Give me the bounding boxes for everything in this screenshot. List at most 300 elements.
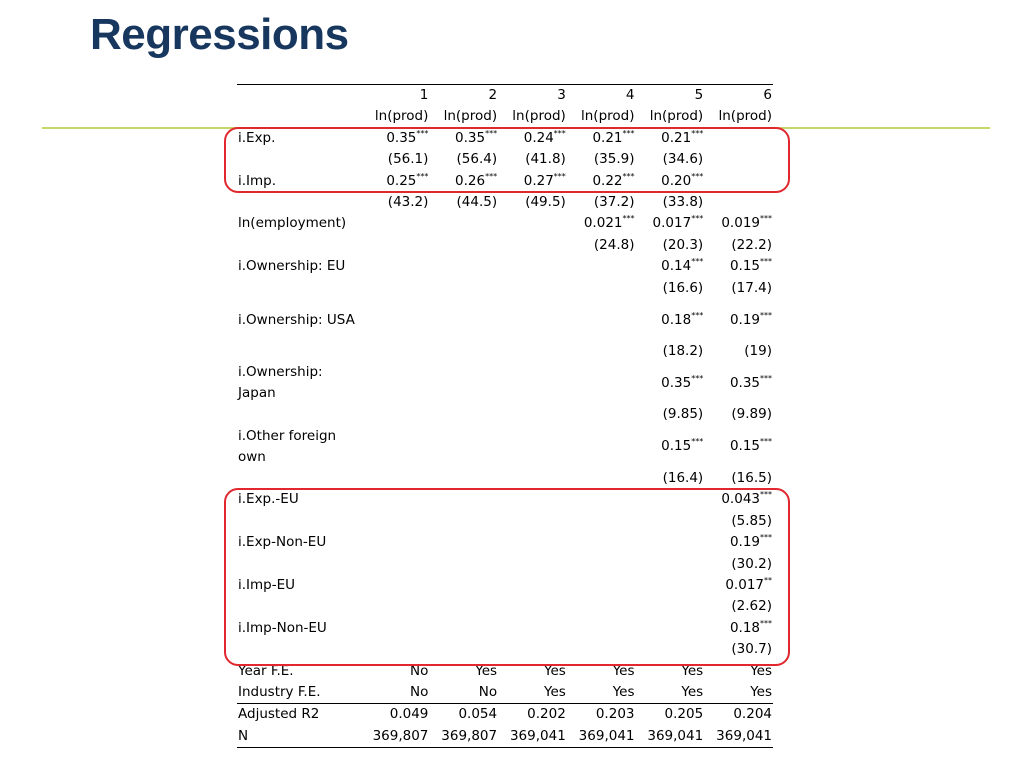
cell-value: (16.6) [662, 279, 704, 296]
table-cell [635, 256, 704, 277]
significance-stars: *** [416, 128, 429, 138]
table-cell [497, 426, 566, 468]
column-number: 3 [497, 85, 566, 107]
table-cell [566, 256, 635, 277]
table-cell [497, 682, 566, 704]
table-cell [360, 256, 429, 277]
table-cell [428, 128, 497, 149]
cell-value: 0.22 [592, 172, 623, 189]
table-cell [497, 618, 566, 639]
cell-value: 0.15 [729, 438, 760, 455]
row-label: i.Exp-Non-EU [238, 534, 327, 551]
cell-value: 0.18 [729, 619, 760, 636]
cell-value: 0.049 [389, 706, 429, 723]
significance-stars: *** [416, 171, 429, 181]
row-label: i.Imp-Non-EU [238, 619, 327, 636]
table-cell [566, 511, 635, 532]
table-cell [566, 171, 635, 192]
table-row [237, 256, 773, 277]
dependent-variable-row [237, 106, 773, 127]
table-cell [635, 128, 704, 149]
cell-value: (56.1) [387, 151, 429, 168]
cell-value: No [410, 683, 429, 700]
table-cell [428, 575, 497, 596]
row-label: i.Imp. [238, 172, 277, 189]
cell-value: (20.3) [662, 236, 704, 253]
table-cell [360, 235, 429, 256]
table-cell [360, 596, 429, 617]
row-label [237, 554, 360, 575]
table-cell [635, 404, 704, 425]
row-label [237, 404, 360, 425]
table-cell [428, 468, 497, 489]
cell-value: 0.019 [721, 215, 760, 232]
table-cell [703, 682, 773, 704]
table-row [237, 489, 773, 510]
table-cell [635, 639, 704, 660]
cell-value: 0.21 [661, 129, 692, 146]
table-cell [360, 554, 429, 575]
table-cell [497, 639, 566, 660]
table-cell [428, 341, 497, 362]
cell-value: 0.15 [729, 258, 760, 275]
table-cell [635, 426, 704, 468]
table-cell [360, 362, 429, 404]
cell-value: (33.8) [662, 194, 704, 211]
significance-stars: *** [760, 214, 772, 224]
table-cell [428, 192, 497, 213]
table-cell [635, 532, 704, 553]
table-row [237, 704, 773, 726]
table-cell [428, 489, 497, 510]
significance-stars: *** [760, 310, 772, 320]
cell-value: 0.15 [661, 438, 692, 455]
table-row-tstat [237, 341, 773, 362]
table-cell [428, 554, 497, 575]
cell-value: 0.24 [523, 129, 554, 146]
table-cell [566, 341, 635, 362]
cell-value: 0.19 [729, 534, 760, 551]
table-cell [428, 213, 497, 234]
column-number: 1 [360, 85, 429, 107]
row-label: i.Other foreign own [238, 427, 337, 465]
cell-value: 0.35 [386, 129, 417, 146]
table-cell [360, 489, 429, 510]
cell-value: 0.25 [386, 172, 417, 189]
table-cell [703, 256, 773, 277]
regression-table-body [237, 85, 773, 748]
table-row-tstat [237, 554, 773, 575]
table-cell [428, 235, 497, 256]
table-cell [428, 532, 497, 553]
row-label [237, 511, 360, 532]
table-cell [566, 661, 635, 682]
significance-stars: *** [760, 437, 772, 447]
significance-stars: ** [764, 575, 772, 585]
header-blank-cell [237, 106, 360, 127]
table-cell [360, 278, 429, 299]
table-cell [360, 661, 429, 682]
table-cell [703, 618, 773, 639]
regression-table-container [237, 84, 773, 748]
table-row [237, 532, 773, 553]
cell-value: (5.85) [731, 512, 772, 529]
table-cell [428, 171, 497, 192]
significance-stars: *** [691, 257, 704, 267]
cell-value: (16.4) [662, 469, 704, 486]
cell-value: (19) [744, 343, 772, 360]
table-cell [635, 596, 704, 617]
table-cell [566, 596, 635, 617]
table-cell [703, 639, 773, 660]
cell-value: 0.18 [661, 311, 692, 328]
table-cell [360, 404, 429, 425]
cell-value: 0.19 [729, 311, 760, 328]
table-row [237, 128, 773, 149]
table-row-tstat [237, 235, 773, 256]
row-label: Industry F.E. [238, 683, 321, 700]
table-cell [497, 575, 566, 596]
table-cell [428, 682, 497, 704]
cell-value: 0.35 [455, 129, 486, 146]
cell-value: 0.043 [721, 491, 760, 508]
table-cell [635, 618, 704, 639]
dependent-variable: ln(prod) [581, 108, 635, 125]
cell-value: 369,041 [647, 727, 704, 744]
cell-value: Yes [681, 662, 704, 679]
table-cell [566, 299, 635, 341]
table-cell [497, 278, 566, 299]
table-row-tstat [237, 149, 773, 170]
table-cell [360, 149, 429, 170]
significance-stars: *** [622, 128, 635, 138]
table-cell [360, 341, 429, 362]
significance-stars: *** [485, 128, 498, 138]
column-number: 5 [635, 85, 704, 107]
table-cell [497, 661, 566, 682]
table-cell [428, 661, 497, 682]
table-cell [566, 362, 635, 404]
cell-value: 0.021 [583, 215, 623, 232]
table-cell [703, 554, 773, 575]
cell-value: 0.017 [725, 576, 764, 593]
table-cell [360, 575, 429, 596]
table-cell [635, 278, 704, 299]
cell-value: No [478, 683, 498, 700]
row-label: i.Ownership: USA [238, 311, 355, 328]
cell-value: 369,041 [716, 727, 772, 744]
cell-value: (30.7) [731, 641, 772, 658]
cell-value: (22.2) [731, 236, 772, 253]
table-cell [635, 575, 704, 596]
table-cell [428, 426, 497, 468]
table-cell [703, 149, 773, 170]
table-cell [428, 404, 497, 425]
cell-value: 0.27 [523, 172, 554, 189]
table-cell [635, 235, 704, 256]
table-cell [566, 575, 635, 596]
cell-value: 369,807 [372, 727, 429, 744]
cell-value: Yes [544, 683, 566, 700]
significance-stars: *** [691, 214, 704, 224]
row-label: i.Imp-EU [238, 576, 296, 593]
table-cell [360, 299, 429, 341]
cell-value: (44.5) [456, 194, 498, 211]
row-label [237, 149, 360, 170]
column-number: 2 [428, 85, 497, 107]
significance-stars: *** [485, 171, 498, 181]
table-row-tstat [237, 278, 773, 299]
significance-stars: *** [691, 128, 704, 138]
table-cell [635, 661, 704, 682]
table-cell [360, 468, 429, 489]
cell-value: (16.5) [731, 469, 772, 486]
table-cell [566, 128, 635, 149]
table-cell [566, 618, 635, 639]
table-cell [428, 639, 497, 660]
row-label [237, 278, 360, 299]
cell-value: (24.8) [593, 236, 635, 253]
table-cell [703, 362, 773, 404]
table-cell [497, 511, 566, 532]
cell-value: Yes [475, 662, 498, 679]
table-row-tstat [237, 596, 773, 617]
table-cell [635, 171, 704, 192]
cell-value: 0.204 [733, 706, 772, 723]
cell-value: 0.14 [661, 258, 692, 275]
table-row-tstat [237, 511, 773, 532]
table-cell [635, 726, 704, 748]
table-cell [428, 726, 497, 748]
row-label: Adjusted R2 [237, 704, 360, 726]
table-cell [497, 468, 566, 489]
row-label: ln(employment) [238, 215, 347, 232]
table-cell [360, 532, 429, 553]
table-cell [566, 278, 635, 299]
table-cell [497, 489, 566, 510]
table-cell [566, 149, 635, 170]
cell-value: 0.35 [661, 374, 692, 391]
cell-value: (18.2) [662, 343, 704, 360]
cell-value: 0.21 [592, 129, 623, 146]
table-cell [566, 213, 635, 234]
table-cell [703, 404, 773, 425]
cell-value: 0.202 [527, 706, 566, 723]
table-cell [703, 532, 773, 553]
significance-stars: *** [691, 373, 704, 383]
table-row [237, 726, 773, 748]
table-cell [428, 256, 497, 277]
table-row [237, 661, 773, 682]
significance-stars: *** [760, 490, 772, 500]
table-cell [703, 235, 773, 256]
table-cell [635, 468, 704, 489]
cell-value: Yes [544, 662, 566, 679]
cell-value: 0.054 [458, 706, 498, 723]
column-number: 6 [703, 85, 773, 107]
cell-value: (56.4) [456, 151, 498, 168]
table-cell [566, 192, 635, 213]
table-cell [360, 213, 429, 234]
table-cell [497, 554, 566, 575]
table-cell [566, 682, 635, 704]
table-cell [428, 362, 497, 404]
row-label: i.Exp. [238, 129, 276, 146]
table-row-tstat [237, 192, 773, 213]
row-label: i.Ownership: Japan [238, 364, 323, 402]
cell-value: Yes [612, 662, 635, 679]
table-row [237, 575, 773, 596]
table-cell [566, 426, 635, 468]
table-row-tstat [237, 468, 773, 489]
table-cell [566, 404, 635, 425]
table-cell [428, 596, 497, 617]
table-cell [635, 149, 704, 170]
cell-value: 369,807 [441, 727, 498, 744]
significance-stars: *** [553, 171, 566, 181]
table-cell [360, 426, 429, 468]
table-cell [703, 596, 773, 617]
table-cell [635, 554, 704, 575]
row-label [237, 235, 360, 256]
table-cell [635, 704, 704, 726]
header-blank-cell [237, 85, 360, 107]
table-cell [497, 213, 566, 234]
table-row [237, 299, 773, 341]
table-cell [566, 468, 635, 489]
table-cell [360, 618, 429, 639]
dependent-variable: ln(prod) [443, 108, 498, 125]
table-cell [635, 489, 704, 510]
significance-stars: *** [760, 533, 772, 543]
dependent-variable: ln(prod) [718, 108, 772, 125]
table-cell [566, 704, 635, 726]
table-cell [497, 192, 566, 213]
row-label [237, 192, 360, 213]
table-cell [360, 704, 429, 726]
table-cell [566, 235, 635, 256]
table-cell [428, 704, 497, 726]
table-row [237, 362, 773, 404]
table-cell [497, 404, 566, 425]
table-cell [497, 149, 566, 170]
cell-value: 0.20 [661, 172, 692, 189]
table-cell [703, 511, 773, 532]
dependent-variable: ln(prod) [649, 108, 704, 125]
table-row [237, 171, 773, 192]
cell-value: (37.2) [593, 194, 635, 211]
dependent-variable: ln(prod) [374, 108, 429, 125]
table-row [237, 426, 773, 468]
cell-value: 0.017 [652, 215, 692, 232]
cell-value: No [410, 662, 429, 679]
table-cell [703, 341, 773, 362]
table-cell [635, 511, 704, 532]
table-cell [360, 171, 429, 192]
column-number: 4 [566, 85, 635, 107]
table-cell [635, 682, 704, 704]
table-cell [497, 299, 566, 341]
table-cell [428, 278, 497, 299]
cell-value: Yes [612, 683, 635, 700]
table-row [237, 682, 773, 704]
table-cell [428, 511, 497, 532]
table-cell [703, 489, 773, 510]
table-cell [360, 639, 429, 660]
table-cell [566, 532, 635, 553]
cell-value: 0.26 [455, 172, 486, 189]
table-cell [566, 489, 635, 510]
table-cell [497, 128, 566, 149]
significance-stars: *** [691, 437, 704, 447]
table-cell [497, 341, 566, 362]
row-label [237, 639, 360, 660]
cell-value: (17.4) [731, 279, 772, 296]
cell-value: (34.6) [662, 151, 704, 168]
table-cell [635, 299, 704, 341]
table-cell [703, 468, 773, 489]
row-label: i.Ownership: EU [238, 258, 346, 275]
row-label: N [237, 726, 360, 748]
cell-value: 0.205 [664, 706, 704, 723]
cell-value: (9.85) [662, 406, 704, 423]
table-cell [703, 278, 773, 299]
table-cell [360, 192, 429, 213]
cell-value: (41.8) [525, 151, 566, 168]
table-cell [566, 554, 635, 575]
table-cell [360, 511, 429, 532]
table-cell [497, 726, 566, 748]
table-cell [566, 726, 635, 748]
table-cell [703, 726, 773, 748]
table-cell [703, 171, 773, 192]
table-cell [703, 426, 773, 468]
page-title: Regressions [90, 10, 349, 59]
cell-value: 369,041 [578, 727, 635, 744]
table-cell [497, 532, 566, 553]
significance-stars: *** [691, 171, 704, 181]
cell-value: Yes [681, 683, 704, 700]
table-cell [635, 362, 704, 404]
cell-value: Yes [750, 683, 772, 700]
table-cell [497, 171, 566, 192]
dependent-variable: ln(prod) [512, 108, 566, 125]
column-number-row [237, 85, 773, 107]
cell-value: (35.9) [593, 151, 635, 168]
table-cell [497, 704, 566, 726]
table-cell [703, 704, 773, 726]
cell-value: (49.5) [525, 194, 566, 211]
row-label: i.Exp.-EU [238, 491, 299, 508]
table-cell [703, 299, 773, 341]
cell-value: (30.2) [731, 555, 772, 572]
table-cell [703, 192, 773, 213]
cell-value: (2.62) [731, 598, 772, 615]
significance-stars: *** [622, 171, 635, 181]
significance-stars: *** [622, 214, 635, 224]
table-cell [360, 682, 429, 704]
significance-stars: *** [760, 257, 772, 267]
significance-stars: *** [760, 373, 772, 383]
table-cell [635, 213, 704, 234]
cell-value: 0.203 [595, 706, 635, 723]
table-cell [703, 661, 773, 682]
table-cell [497, 235, 566, 256]
regression-table [237, 84, 773, 748]
table-cell [360, 726, 429, 748]
table-cell [703, 213, 773, 234]
table-cell [703, 128, 773, 149]
